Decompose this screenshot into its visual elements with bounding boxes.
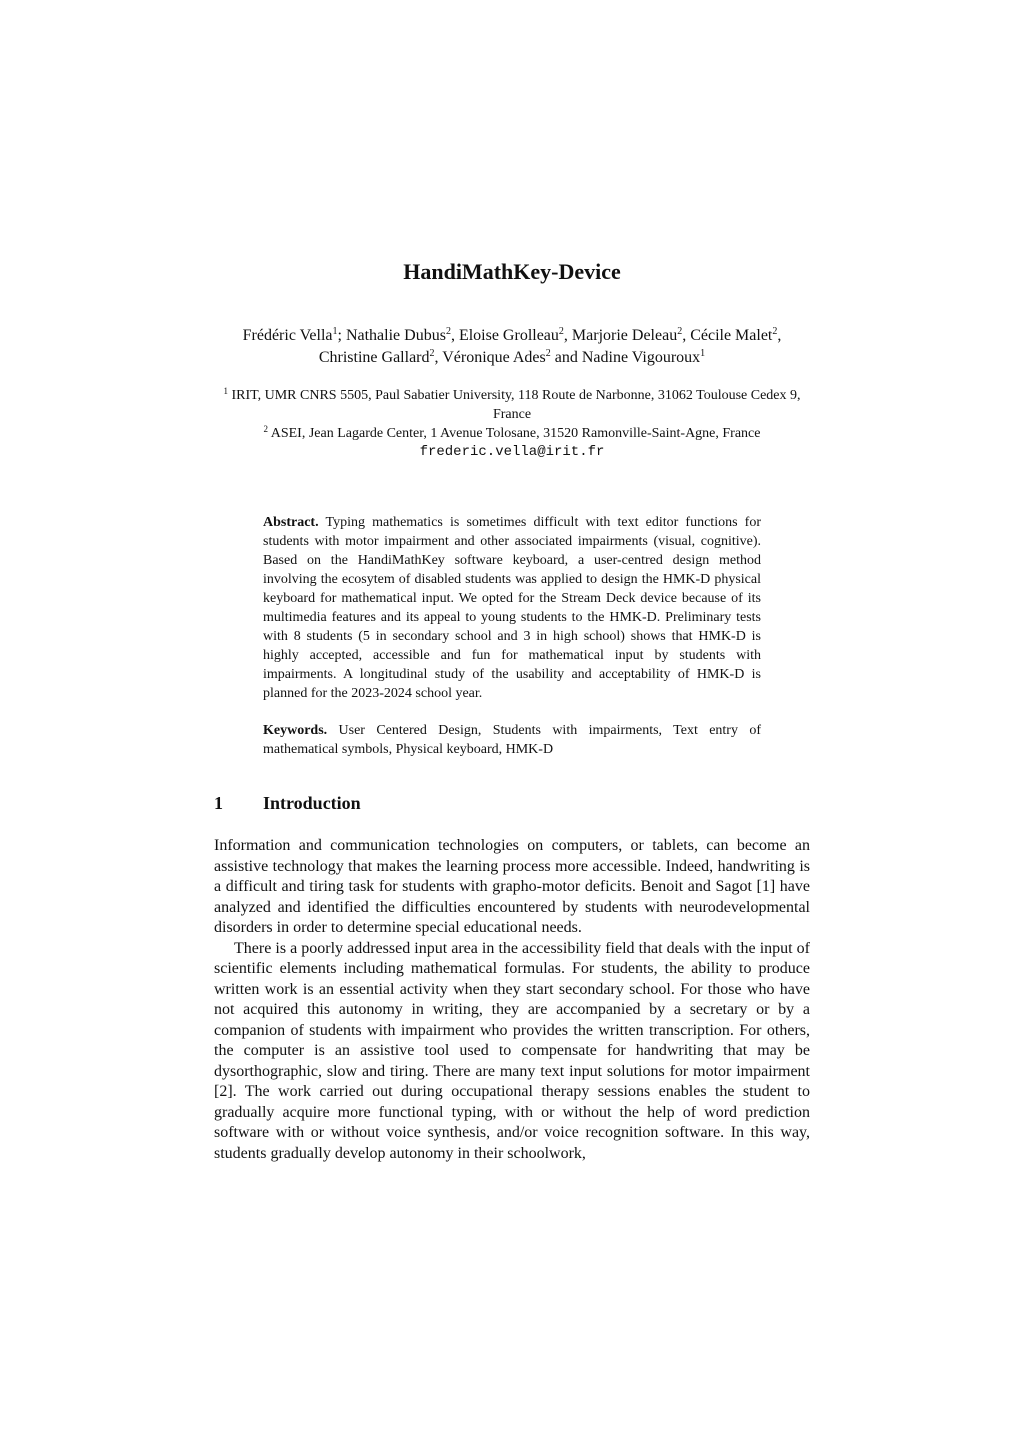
affiliation-2: $^2$ ASEI, Jean Lagarde Center, 1 Avenue Tolosane, 31520 Ramonville-Saint-Agne, France — [263, 424, 761, 441]
contact-email[interactable]: frederic.vella@irit.fr — [419, 444, 605, 460]
abstract-label: Abstract. — [263, 515, 319, 530]
author: Christine Gallard$^2$, — [318, 348, 443, 366]
author: Nadine Vigouroux$^1$ — [581, 348, 706, 366]
author: Marjorie Deleau$^2$, — [571, 326, 691, 344]
author-list — [212, 325, 812, 369]
section-heading — [214, 791, 361, 815]
section-title: Introduction — [263, 793, 361, 813]
paragraph: There is a poorly addressed input area in the accessibility field that deals with the input of scientific elements including mathematical formulas. For students, the ability to produce written work is an essential activity when they start secondary school. For those who have not acquired this autonomy in writing, they are accompanied by a secretary or by a companion of students with impairment who provides the written transcription. For others, the computer is an assistive tool used to compensate for handwriting that may be dysorthographic, slow and tiring. There are many text input solutions for motor impairment [2]. The work carried out during occupational therapy sessions enables the student to gradually acquire more functional typing, with or without the help of word prediction software with or without voice synthesis, and/or voice recognition software. In this way, students gradually develop autonomy in their schoolwork, — [214, 939, 810, 1162]
keywords-label: Keywords. — [263, 723, 328, 738]
section-body — [214, 836, 810, 1164]
abstract — [263, 513, 761, 703]
section-number: 1 — [214, 793, 223, 813]
keywords-text: User Centered Design, Students with impairments, Text entry of mathematical symbols, Physical keyboard, HMK-D — [263, 723, 761, 757]
author: Nathalie Dubus$^2$, — [345, 326, 459, 344]
affiliations — [212, 386, 812, 462]
author: Frédéric Vella$^1$; — [242, 326, 346, 344]
keywords — [263, 721, 761, 759]
author: Cécile Malet$^2$, — [690, 326, 782, 344]
paper-title: HandiMathKey-Device — [403, 259, 621, 284]
author: Véronique Ades$^2$ and — [442, 348, 582, 366]
affiliation-1: $^1$ IRIT, UMR CNRS 5505, Paul Sabatier University, 118 Route de Narbonne, 31062 Toulouse Cedex 9, France — [223, 386, 801, 422]
abstract-text: Typing mathematics is sometimes difficult with text editor functions for students with motor impairment and other associated impairments (visual, cognitive). Based on the HandiMathKey software keyboard, a user-centred design method involving the ecosytem of disabled students was applied to design the HMK-D physical keyboard for mathematical input. We opted for the Stream Deck device because of its multimedia features and its appeal to young students to the HMK-D. Preliminary tests with 8 students (5 in secondary school and 3 in high school) shows that HMK-D is highly accepted, accessible and fun for mathematical input by students with impairments. A longitudinal study of the usability and acceptability of HMK-D is planned for the 2023-2024 school year. — [263, 515, 761, 701]
paragraph: Information and communication technologies on computers, or tablets, can become an assistive technology that makes the learning process more accessible. Indeed, handwriting is a difficult and tiring task for students with grapho-motor deficits. Benoit and Sagot [1] have analyzed and identified the difficulties encountered by students with neurodevelopmental disorders in order to determine special educational needs. — [214, 837, 810, 936]
author: Eloise Grolleau$^2$, — [458, 326, 572, 344]
